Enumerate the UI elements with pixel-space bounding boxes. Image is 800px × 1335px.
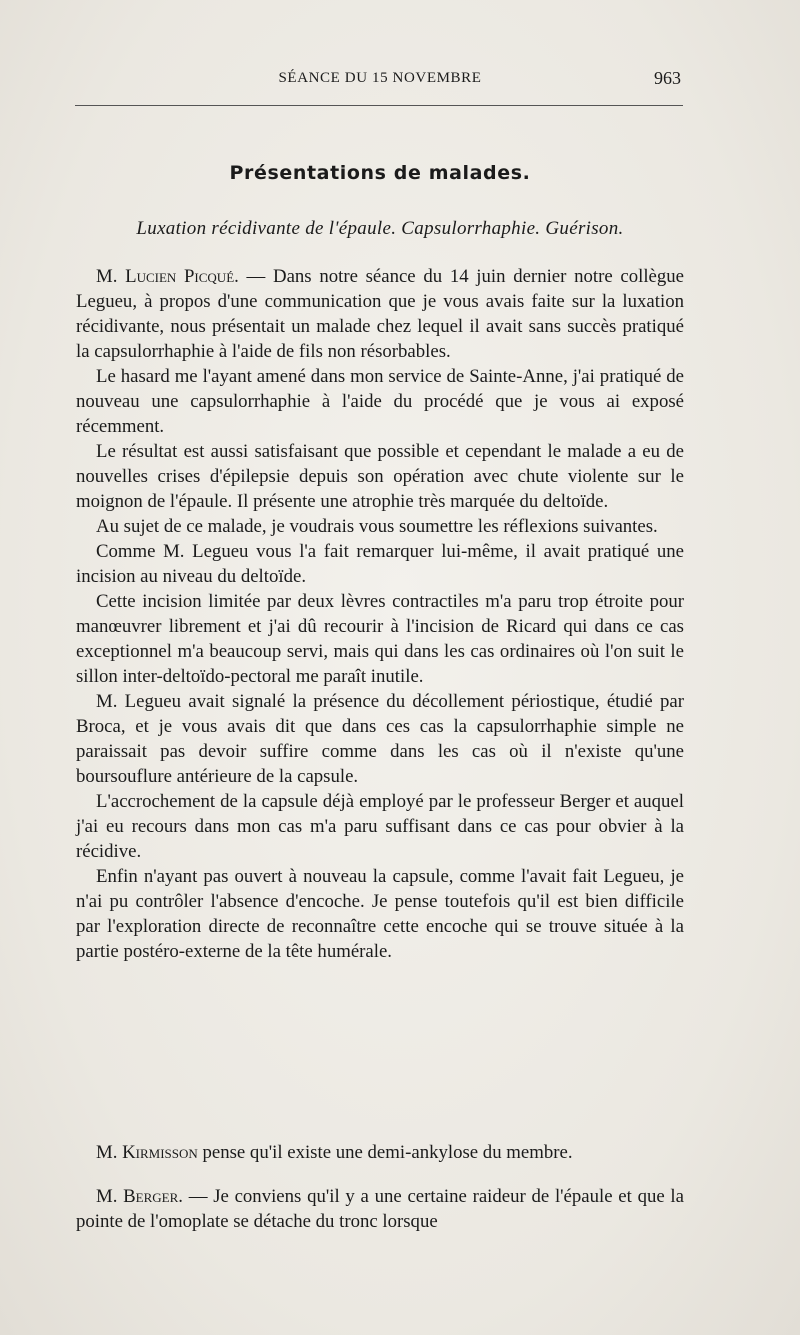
discussion-remark bbox=[76, 1184, 684, 1234]
section-title: Présentations de malades. bbox=[229, 162, 531, 184]
paragraph bbox=[76, 1140, 684, 1165]
paragraph: Au sujet de ce malade, je voudrais vous soumettre les réflexions suivantes. bbox=[96, 516, 658, 537]
page-number: 963 bbox=[654, 68, 681, 88]
paragraph-text: — Dans notre séance du 14 juin dernier notre collègue Legueu, à propos d'une communication que je vous avais faite sur la luxation récidivante, nous présentait un malade chez lequel il avait sans succès pratiqué la capsulorrhaphie à l'aide de fils non résorbables. bbox=[76, 266, 684, 362]
paragraph-text: — Je conviens qu'il y a une certaine raideur de l'épaule et que la pointe de l'omoplate se détache du tronc lorsque bbox=[76, 1186, 684, 1232]
paragraph: M. Legueu avait signalé la présence du décollement périostique, étudié par Broca, et je vous avais dit que dans ces cas la capsulorrhaphie simple ne paraissait pas devoir suffire comme dans les cas où il n'existe qu'une boursouflure antérieure de la capsule. bbox=[76, 691, 684, 787]
speaker-name: M. Berger. bbox=[96, 1186, 183, 1207]
paragraph: Cette incision limitée par deux lèvres contractiles m'a paru trop étroite pour manœuvrer librement et j'ai dû recourir à l'incision de Ricard qui dans ce cas exceptionnel m'a beaucoup servi, mais qui dans les cas ordinaires où l'on suit le sillon inter-deltoïdo-pectoral me paraît inutile. bbox=[76, 591, 684, 687]
paragraph-text: pense qu'il existe une demi-ankylose du membre. bbox=[197, 1142, 573, 1163]
paragraph: Enfin n'ayant pas ouvert à nouveau la capsule, comme l'avait fait Legueu, je n'ai pu contrôler l'absence d'encoche. Je pense toutefois qu'il est bien difficile par l'exploration directe de reconnaître cette encoche qui se trouve située à la partie postéro-externe de la tête humérale. bbox=[76, 866, 684, 962]
paragraph bbox=[76, 1184, 684, 1234]
discussion-remark bbox=[76, 1140, 684, 1165]
paragraph: L'accrochement de la capsule déjà employé par le professeur Berger et auquel j'ai eu recours dans mon cas m'a paru suffisant dans ce cas pour obvier à la récidive. bbox=[76, 791, 684, 862]
running-title: SÉANCE DU 15 NOVEMBRE bbox=[278, 70, 482, 86]
speaker-name: M. Kirmisson bbox=[96, 1142, 198, 1163]
paragraph: Le résultat est aussi satisfaisant que possible et cependant le malade a eu de nouvelles crises d'épilepsie depuis son opération avec chute violente sur le moignon de l'épaule. Il présente une atrophie très marquée du deltoïde. bbox=[76, 441, 684, 512]
body-text bbox=[76, 264, 684, 964]
paragraph: Comme M. Legueu vous l'a fait remarquer lui-même, il avait pratiqué une incision au niveau du deltoïde. bbox=[76, 541, 684, 587]
page-header bbox=[75, 64, 685, 94]
speaker-name: M. Lucien Picqué. bbox=[96, 266, 239, 287]
paragraph: Le hasard me l'ayant amené dans mon service de Sainte-Anne, j'ai pratiqué de nouveau une capsulorrhaphie à l'aide du procédé que je vous ai exposé récemment. bbox=[76, 366, 684, 437]
paragraph bbox=[76, 264, 684, 364]
case-subtitle: Luxation récidivante de l'épaule. Capsulorrhaphie. Guérison. bbox=[136, 218, 624, 239]
header-rule bbox=[75, 105, 683, 106]
